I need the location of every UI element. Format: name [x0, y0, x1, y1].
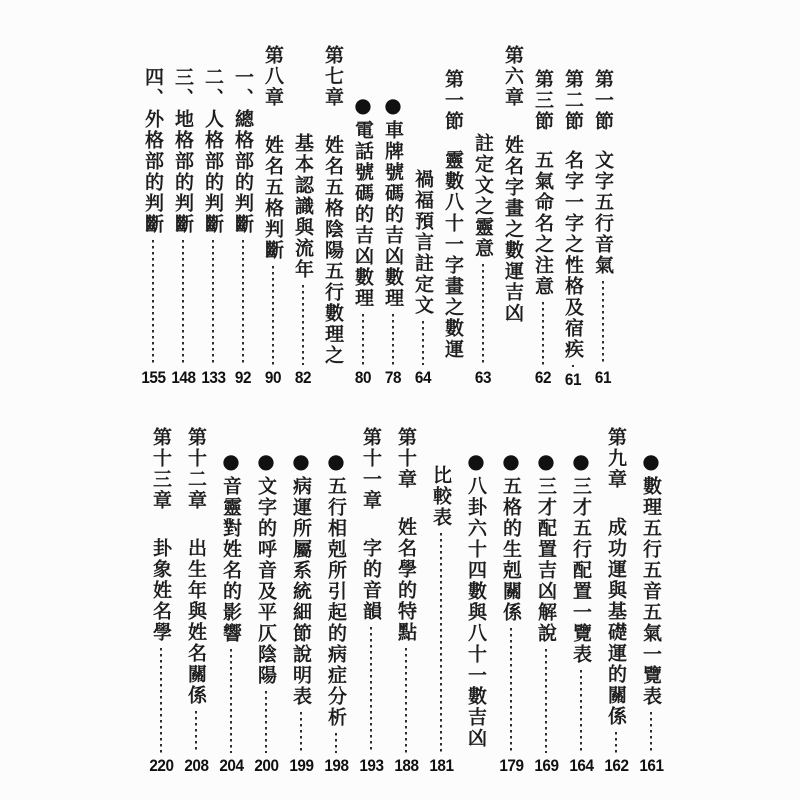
- toc-entry: [499, 427, 523, 775]
- toc-entry: [254, 427, 278, 775]
- page-number: 61: [594, 368, 612, 387]
- entry-title: 外格部的判斷: [142, 109, 164, 235]
- entry-heading: 第一節: [592, 69, 614, 132]
- dot-leader: [335, 733, 337, 753]
- toc-entry: [604, 427, 628, 775]
- toc-entry: [394, 427, 418, 775]
- entry-heading: 三、: [172, 67, 194, 109]
- entry-title: 卦象姓名學: [150, 538, 172, 643]
- page-number: 155: [140, 368, 166, 387]
- page-number: 61: [564, 370, 582, 389]
- toc-entry: [501, 45, 525, 387]
- entry-title: 五行相剋所引起的病症分析: [325, 476, 347, 728]
- bullet-icon: ●: [384, 93, 402, 117]
- page-number: 63: [474, 368, 492, 387]
- toc-entry: [289, 427, 313, 775]
- entry-heading: 第一節: [442, 69, 464, 132]
- entry-heading: 第七章: [322, 45, 344, 108]
- toc-entry: [471, 45, 495, 387]
- dot-leader: [545, 649, 547, 753]
- page-number: 80: [354, 368, 372, 387]
- toc-entry: [149, 427, 173, 775]
- page-number: 193: [358, 756, 384, 775]
- entry-title: 總格部的判斷: [232, 109, 254, 235]
- toc-entry: [464, 427, 488, 775]
- page-number: 200: [253, 756, 279, 775]
- entry-title: 文字的呼音及平仄陰陽: [255, 476, 277, 686]
- toc-entry: [324, 427, 348, 775]
- entry-title: 車牌號碼的吉凶數理: [382, 120, 404, 309]
- entry-title: 姓名五格陰陽五行數理之: [322, 135, 344, 366]
- page-number: 179: [498, 756, 524, 775]
- page-number: 133: [200, 368, 226, 387]
- dot-leader: [362, 314, 364, 365]
- bullet-icon: ●: [467, 449, 485, 473]
- dot-leader: [542, 302, 544, 365]
- entry-heading: 第十二章: [185, 427, 207, 511]
- page-number: 164: [568, 756, 594, 775]
- page-number: 198: [323, 756, 349, 775]
- entry-title: 註定文之靈意: [472, 133, 494, 259]
- page-number: 90: [264, 368, 282, 387]
- entry-heading: 四、: [142, 67, 164, 109]
- page-number: 162: [603, 756, 629, 775]
- entry-heading: 第九章: [605, 427, 627, 490]
- toc-block-bottom: [149, 427, 663, 775]
- entry-heading: 第八章: [262, 45, 284, 108]
- page-number: 148: [170, 368, 196, 387]
- entry-title: 病運所屬系統細節說明表: [290, 476, 312, 707]
- entry-title: 字的音韻: [360, 538, 382, 622]
- dot-leader: [392, 314, 394, 365]
- toc-block-top: [141, 45, 615, 387]
- entry-title: 三才配置吉凶解說: [535, 476, 557, 644]
- dot-leader: [405, 648, 407, 753]
- dot-leader: [182, 240, 184, 365]
- dot-leader: [510, 628, 512, 753]
- dot-leader: [572, 365, 574, 367]
- entry-title: 比較表: [430, 465, 452, 528]
- bullet-icon: ●: [642, 449, 660, 473]
- toc-entry: [639, 427, 663, 775]
- dot-leader: [212, 240, 214, 365]
- toc-entry: [359, 427, 383, 775]
- toc-entry: [531, 45, 555, 387]
- page-number: 169: [533, 756, 559, 775]
- dot-leader: [650, 712, 652, 753]
- toc-entry: [261, 45, 285, 387]
- page-number: 188: [393, 756, 419, 775]
- page-number: 220: [148, 756, 174, 775]
- dot-leader: [242, 240, 244, 365]
- bullet-icon: ●: [537, 449, 555, 473]
- entry-title: 成功運與基礎運的關係: [605, 517, 627, 727]
- toc-entry: [351, 45, 375, 387]
- page-number: 208: [183, 756, 209, 775]
- dot-leader: [152, 240, 154, 365]
- dot-leader: [602, 281, 604, 365]
- entry-title: 姓名學的特點: [395, 517, 417, 643]
- toc-entry: [141, 45, 165, 387]
- page-number: 92: [234, 368, 252, 387]
- page-number: 82: [294, 368, 312, 387]
- dot-leader: [160, 648, 162, 753]
- toc-entry: [321, 45, 345, 387]
- toc-entry: [231, 45, 255, 387]
- page-number: 199: [288, 756, 314, 775]
- entry-heading: 第十章: [395, 427, 417, 490]
- entry-heading: 二、: [202, 67, 224, 109]
- toc-entry: [441, 45, 465, 387]
- entry-title: 文字五行音氣: [592, 150, 614, 276]
- dot-leader: [265, 691, 267, 753]
- bullet-icon: ●: [257, 449, 275, 473]
- toc-entry: [411, 45, 435, 387]
- bullet-icon: ●: [222, 449, 240, 473]
- entry-title: 姓名五格判斷: [262, 135, 284, 261]
- bullet-icon: ●: [502, 449, 520, 473]
- entry-title: 靈數八十一字畫之數運: [442, 150, 464, 360]
- toc-entry: [429, 427, 453, 775]
- entry-heading: 第六章: [502, 45, 524, 108]
- dot-leader: [272, 266, 274, 365]
- entry-title: 基本認識與流年: [292, 133, 314, 280]
- bullet-icon: ●: [354, 93, 372, 117]
- toc-entry: [561, 45, 585, 387]
- entry-heading: 第二節: [562, 69, 584, 132]
- entry-title: 姓名字畫之數運吉凶: [502, 135, 524, 324]
- entry-title: 八卦六十四數與八十一數吉凶: [465, 476, 487, 749]
- toc-entry: [171, 45, 195, 387]
- bullet-icon: ●: [572, 449, 590, 473]
- toc-entry: [219, 427, 243, 775]
- page-number: 181: [428, 756, 454, 775]
- entry-heading: 第十三章: [150, 427, 172, 511]
- entry-title: 人格部的判斷: [202, 109, 224, 235]
- page-number: 78: [384, 368, 402, 387]
- toc-entry: [291, 45, 315, 387]
- entry-title: 音靈對姓名的影響: [220, 476, 242, 644]
- toc-entry: [184, 427, 208, 775]
- entry-title: 電話號碼的吉凶數理: [352, 120, 374, 309]
- entry-title: 數理五行五音五氣一覽表: [640, 476, 662, 707]
- bullet-icon: ●: [327, 449, 345, 473]
- toc-entry: [201, 45, 225, 387]
- entry-title: 出生年與姓名關係: [185, 538, 207, 706]
- entry-heading: 第三節: [532, 69, 554, 132]
- entry-title: 三才五行配置一覽表: [570, 476, 592, 665]
- entry-title: 五氣命名之注意: [532, 150, 554, 297]
- page-number: 64: [414, 368, 432, 387]
- toc-entry: [381, 45, 405, 387]
- entry-heading: 第十一章: [360, 427, 382, 511]
- toc-entry: [534, 427, 558, 775]
- dot-leader: [302, 285, 304, 365]
- entry-title: 名字一字之性格及宿疾: [562, 150, 584, 360]
- dot-leader: [230, 649, 232, 753]
- entry-title: 地格部的判斷: [172, 109, 194, 235]
- page-number: 204: [218, 756, 244, 775]
- dot-leader: [422, 321, 424, 365]
- dot-leader: [615, 732, 617, 753]
- dot-leader: [195, 711, 197, 753]
- entry-title: 五格的生剋關係: [500, 476, 522, 623]
- dot-leader: [370, 627, 372, 753]
- toc-entry: [569, 427, 593, 775]
- entry-heading: 一、: [232, 67, 254, 109]
- toc-entry: [591, 45, 615, 387]
- dot-leader: [300, 712, 302, 753]
- dot-leader: [440, 533, 442, 753]
- bullet-icon: ●: [292, 449, 310, 473]
- dot-leader: [580, 670, 582, 753]
- entry-title: 禍福預言註定文: [412, 169, 434, 316]
- page-number: 62: [534, 368, 552, 387]
- dot-leader: [482, 264, 484, 365]
- page-number: 161: [638, 756, 664, 775]
